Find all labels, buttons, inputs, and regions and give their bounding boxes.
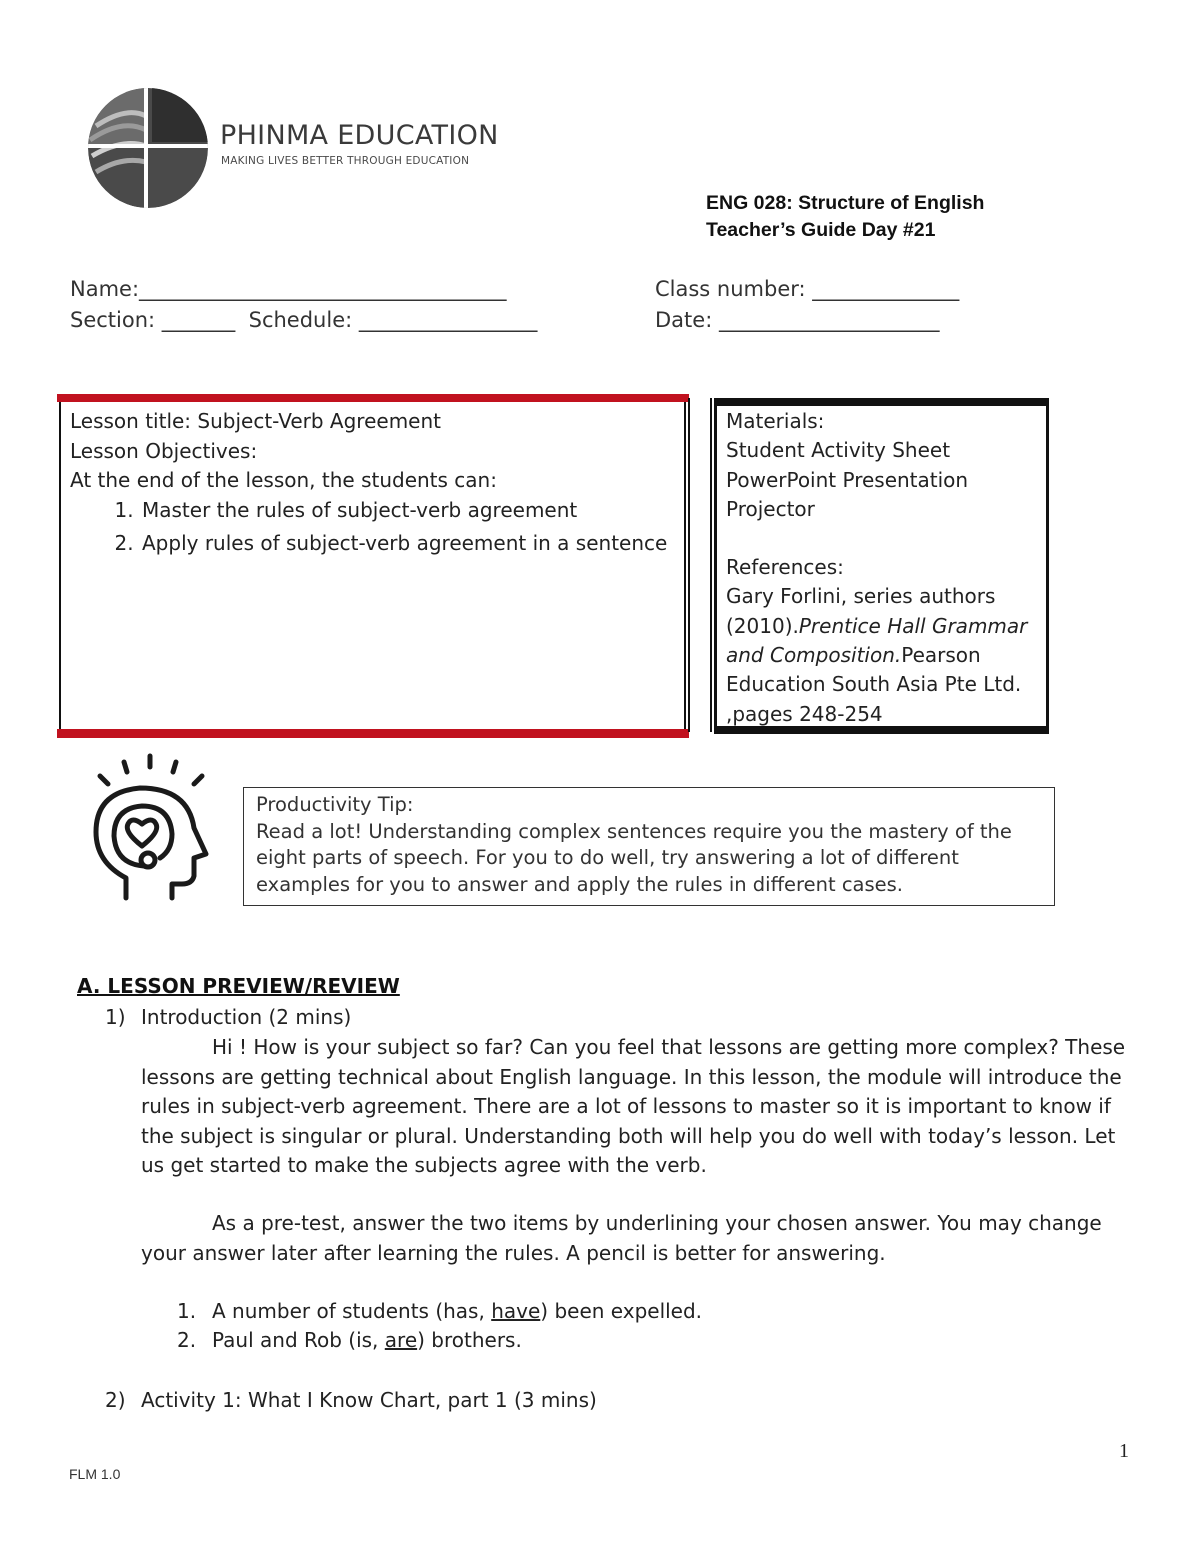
question-2-end: ) brothers. — [417, 1328, 522, 1352]
question-2-text: Paul and Rob (is, — [212, 1328, 385, 1352]
item-1-label: Introduction (2 mins) — [141, 1005, 352, 1029]
material-item: Student Activity Sheet — [726, 438, 951, 463]
class-number-field[interactable]: Class number: ______________ — [655, 277, 960, 301]
lesson-box-top-bar — [57, 394, 689, 402]
page-number: 1 — [1119, 1440, 1129, 1462]
materials-divider — [688, 398, 712, 732]
question-2-answer: are — [384, 1328, 418, 1352]
materials-label: Materials: — [726, 409, 825, 433]
question-1 — [212, 1297, 702, 1327]
item-2-number: 2) — [105, 1388, 126, 1412]
intro-paragraph-text: Hi ! How is your subject so far? Can you feel that lessons are getting more complex? These lessons are getting technical about English language. In this lesson, the module will introduce the rules in subject-verb agreement. There are a lot of lessons to master so it is important to know if the subject is singular or plural. Understanding both will help you do well with today’s lesson. Let us get started to make the subjects agree with the verb. — [141, 1035, 1126, 1177]
item-2-label: Activity 1: What I Know Chart, part 1 (3 mins) — [141, 1388, 597, 1412]
question-1-answer: have — [491, 1299, 541, 1323]
name-field[interactable]: Name:___________________________________ — [70, 277, 507, 301]
logo-tagline: MAKING LIVES BETTER THROUGH EDUCATION — [221, 155, 470, 167]
phinma-logo-emblem — [86, 86, 210, 210]
ref-title: Prentice Hall Grammar and Composition. — [726, 613, 1028, 668]
head-heart-icon — [78, 752, 220, 902]
objective-item: 1. Master the rules of subject-verb agreement — [140, 496, 667, 526]
material-item: PowerPoint Presentation — [726, 467, 969, 492]
course-title: ENG 028: Structure of English — [706, 192, 985, 214]
tip-text: Read a lot! Understanding complex sentences require you the mastery of the eight parts of speech. For you to do well, try answering a lot of different examples for you to answer and apply the rules in different cases. — [256, 819, 1012, 896]
ref-publisher: Pearson Education South Asia Pte Ltd. — [726, 643, 1022, 697]
guide-day: Teacher’s Guide Day #21 — [706, 219, 936, 241]
tip-content — [256, 792, 1046, 898]
objective-item: 2. Apply rules of subject-verb agreement in a sentence — [140, 529, 667, 559]
question-2-number: 2. — [177, 1328, 197, 1352]
course-header — [706, 190, 984, 244]
date-field[interactable]: Date: _____________________ — [655, 308, 940, 332]
question-1-text: A number of students (has, — [212, 1299, 492, 1323]
references-label: References: — [726, 555, 844, 580]
question-2 — [212, 1326, 522, 1356]
materials-content — [726, 407, 1038, 729]
objectives-list — [70, 496, 667, 559]
item-1-number: 1) — [105, 1005, 126, 1029]
pretest-paragraph-text: As a pre-test, answer the two items by underlining your chosen answer. You may change your answer later after learning the rules. A pencil is better for answering. — [141, 1211, 1102, 1265]
section-a-heading: A. LESSON PREVIEW/REVIEW — [77, 974, 400, 998]
pretest-paragraph — [141, 1209, 1136, 1268]
lesson-title: Lesson title: Subject-Verb Agreement — [70, 409, 441, 433]
reference-entry — [726, 582, 1038, 699]
lesson-box-bottom-bar — [57, 729, 689, 738]
question-1-number: 1. — [177, 1299, 197, 1323]
ref-author: Gary Forlini, series authors (2010). — [726, 584, 996, 638]
objectives-label: Lesson Objectives: — [70, 438, 258, 463]
version-label: FLM 1.0 — [69, 1466, 121, 1482]
tip-label: Productivity Tip: — [256, 793, 414, 816]
material-item: Projector — [726, 496, 815, 521]
section-schedule-field[interactable]: Section: _______ Schedule: _________________ — [70, 308, 538, 332]
ref-pages: ,pages 248-254 — [726, 701, 883, 726]
lesson-content — [70, 407, 667, 563]
intro-paragraph — [141, 1033, 1136, 1181]
question-1-end: ) been expelled. — [540, 1299, 703, 1323]
logo-title: PHINMA EDUCATION — [220, 120, 499, 151]
objectives-intro: At the end of the lesson, the students can: — [70, 468, 497, 492]
